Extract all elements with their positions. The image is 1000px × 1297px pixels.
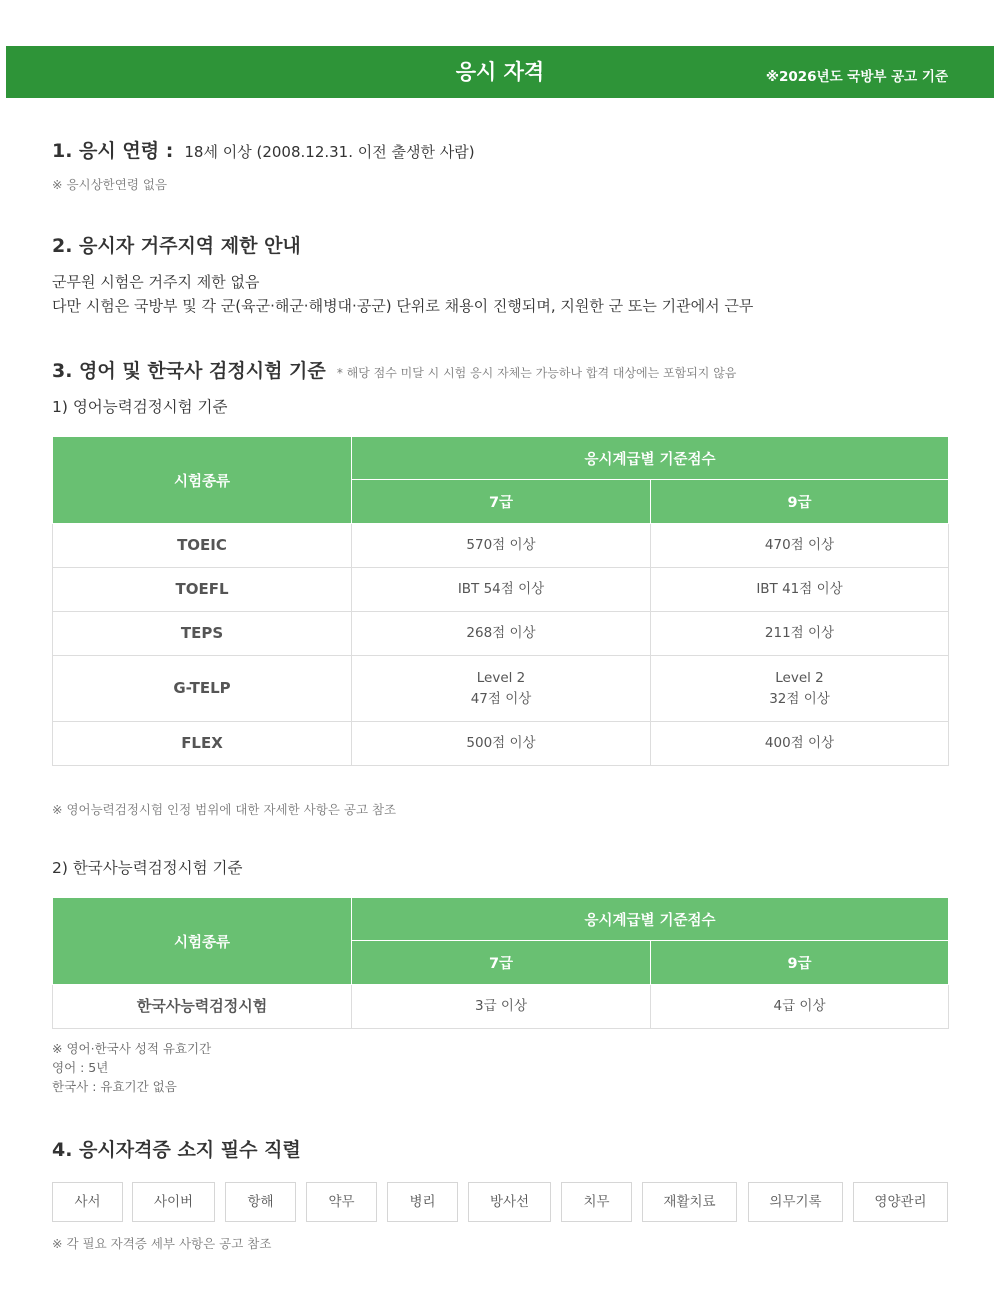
header-exam-type: 시험종류 [53, 898, 352, 985]
exam-name: 한국사능력검정시험 [53, 985, 352, 1029]
grade-7-level: Level 2 [476, 669, 526, 686]
grade-9-score: 211점 이상 [651, 612, 949, 656]
grade-9-score: 4급 이상 [651, 985, 949, 1029]
table-row [53, 722, 949, 766]
chip-radiology: 방사선 [468, 1182, 551, 1222]
exam-name: TOEFL [53, 568, 352, 612]
exam-name: G-TELP [53, 656, 352, 722]
grade-7-score: 500점 이상 [352, 722, 651, 766]
section-residence-title: 2. 응시자 거주지역 제한 안내 [52, 235, 301, 257]
validity-history: 한국사 : 유효기간 없음 [52, 1079, 177, 1094]
table-row [53, 568, 949, 612]
table-row [53, 985, 949, 1029]
exam-name: TEPS [53, 612, 352, 656]
grade-9-score: 400점 이상 [651, 722, 949, 766]
section-age-value: 18세 이상 (2008.12.31. 이전 출생한 사람) [184, 143, 475, 161]
section-exam-title: 3. 영어 및 한국사 검정시험 기준 [52, 360, 326, 382]
grade-7-score: 570점 이상 [352, 524, 651, 568]
header-exam-type: 시험종류 [53, 437, 352, 524]
header-grade-7: 7급 [352, 941, 651, 985]
table-row [53, 612, 949, 656]
page-header-banner [6, 46, 994, 98]
grade-7-score: 3급 이상 [352, 985, 651, 1029]
history-score-table [52, 897, 949, 1029]
english-note: ※ 영어능력검정시험 인정 범위에 대한 자세한 사항은 공고 참조 [52, 802, 397, 817]
chip-librarian: 사서 [52, 1182, 123, 1222]
english-score-table [52, 436, 949, 766]
history-subtitle: 2) 한국사능력검정시험 기준 [52, 859, 243, 877]
section-residence-line1: 군무원 시험은 거주지 제한 없음 [52, 273, 260, 291]
grade-7-score: IBT 54점 이상 [352, 568, 651, 612]
section-age-title: 1. 응시 연령 : [52, 140, 174, 162]
section-exam-criteria [52, 356, 736, 383]
header-score-group: 응시계급별 기준점수 [352, 898, 949, 941]
grade-9-level: Level 2 [775, 669, 824, 686]
chip-nutrition: 영양관리 [853, 1182, 948, 1222]
validity-title: ※ 영어·한국사 성적 유효기간 [52, 1041, 212, 1056]
section-residence-line2: 다만 시험은 국방부 및 각 군(육군·해군·해병대·공군) 단위로 채용이 진행되며, 지원한 군 또는 기관에서 근무 [52, 297, 754, 315]
chip-pharmacy: 약무 [306, 1182, 377, 1222]
chip-medical-records: 의무기록 [748, 1182, 843, 1222]
license-chip-list [52, 1182, 948, 1222]
grade-9-points: 32점 이상 [769, 690, 830, 707]
header-grade-9: 9급 [651, 480, 949, 524]
chip-navigation: 항해 [225, 1182, 296, 1222]
exam-name: TOEIC [53, 524, 352, 568]
section-exam-note: * 해당 점수 미달 시 시험 응시 자체는 가능하나 합격 대상에는 포함되지 않음 [336, 366, 737, 380]
section-age-note: ※ 응시상한연령 없음 [52, 177, 168, 192]
section-license-note: ※ 각 필요 자격증 세부 사항은 공고 참조 [52, 1236, 272, 1251]
chip-cyber: 사이버 [132, 1182, 215, 1222]
grade-9-score [651, 656, 949, 722]
exam-name: FLEX [53, 722, 352, 766]
notice-basis: ※2026년도 국방부 공고 기준 [765, 69, 948, 85]
page-title: 응시 자격 [455, 60, 545, 84]
grade-7-points: 47점 이상 [470, 690, 532, 707]
section-age [52, 136, 475, 163]
grade-9-score: 470점 이상 [651, 524, 949, 568]
header-grade-9: 9급 [651, 941, 949, 985]
grade-7-score: 268점 이상 [352, 612, 651, 656]
validity-note [52, 1039, 211, 1096]
chip-pathology: 병리 [387, 1182, 458, 1222]
grade-7-score [352, 656, 651, 722]
header-score-group: 응시계급별 기준점수 [352, 437, 949, 480]
header-grade-7: 7급 [352, 480, 651, 524]
table-row [53, 656, 949, 722]
chip-rehabilitation: 재활치료 [642, 1182, 737, 1222]
validity-english: 영어 : 5년 [52, 1060, 109, 1075]
chip-dental: 치무 [561, 1182, 632, 1222]
grade-9-score: IBT 41점 이상 [651, 568, 949, 612]
section-license-title: 4. 응시자격증 소지 필수 직렬 [52, 1139, 301, 1161]
table-row [53, 524, 949, 568]
english-subtitle: 1) 영어능력검정시험 기준 [52, 398, 228, 416]
